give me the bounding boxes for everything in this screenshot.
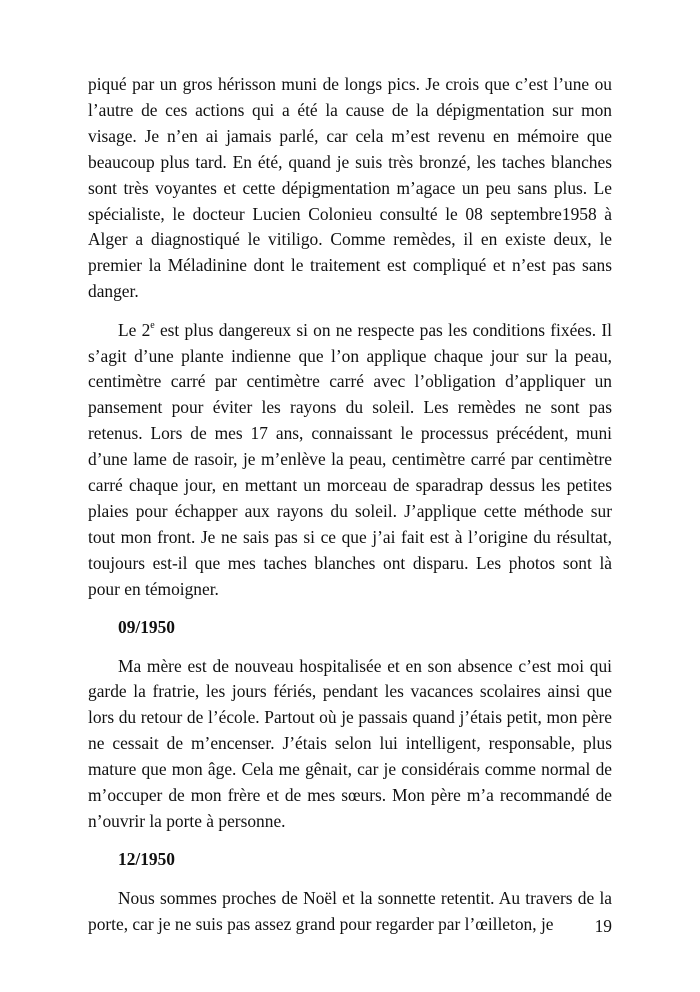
paragraph-rest: est plus dangereux si on ne respecte pas les conditions fixées. Il s’agit d’une plante indienne que l’on applique chaque jour sur la peau, centimètre carré par centimètre carré avec l’obligation d’appliquer un pansement pour éviter les rayons du soleil. Les remèdes ne sont pas retenus. Lors de mes 17 ans, connaissant le processus précédent, muni d’une lame de rasoir, je m’enlève la peau, centimètre carré par centimètre carré chaque jour, en mettant un morceau de sparadrap dessus les petites plaies pour échapper aux rayons du soleil. J’applique cette méthode sur tout mon front. Je ne sais pas si ce que j’ai fait est à l’origine du résultat, toujours est-il que mes taches blanches ont disparu. Les photos sont là pour en témoigner. bbox=[88, 319, 612, 599]
paragraph-lead: Le 2 bbox=[118, 319, 151, 340]
ordinal-superscript: e bbox=[150, 319, 155, 331]
paragraph-vitiligo-origin: piqué par un gros hérisson muni de longs pics. Je crois que c’est l’une ou l’autre de ces actions qui a été la cause de la dépigmentation sur mon visage. Je n’en ai jamais parlé, car cela m’est revenu en mémoire que beaucoup plus tard. En été, quand je suis très bronzé, les taches blanches sont très voyantes et cette dépigmentation m’agace un peu sans plus. Le spécialiste, le docteur Lucien Colonieu consulté le 08 septembre1958 à Alger a diagnostiqué le vitiligo. Comme remèdes, il en existe deux, le premier la Méladinine dont le traitement est compliqué et n’est pas sans danger. bbox=[88, 74, 612, 302]
section-date-heading-2: 12/1950 bbox=[118, 849, 176, 870]
page-number: 19 bbox=[594, 916, 612, 936]
paragraph-christmas: Nous sommes proches de Noël et la sonnette retentit. Au travers de la porte, car je ne suis pas assez grand pour regarder par l’œilleton, je bbox=[88, 887, 612, 934]
paragraph-mother-hospitalized: Ma mère est de nouveau hospitalisée et en son absence c’est moi qui garde la fratrie, les jours fériés, pendant les vacances scolaires ainsi que lors du retour de l’école. Partout où je passais quand j’étais petit, mon père ne cessait de m’encenser. J’étais selon lui intelligent, responsable, plus mature que mon âge. Cela me gênait, car je considérais comme normal de m’occuper de mon frère et de mes sœurs. Mon père m’a recommandé de n’ouvrir la porte à personne. bbox=[88, 655, 612, 831]
page-body bbox=[88, 72, 612, 950]
section-date-heading-1: 09/1950 bbox=[118, 617, 176, 638]
paragraph-second-remedy bbox=[88, 318, 612, 603]
